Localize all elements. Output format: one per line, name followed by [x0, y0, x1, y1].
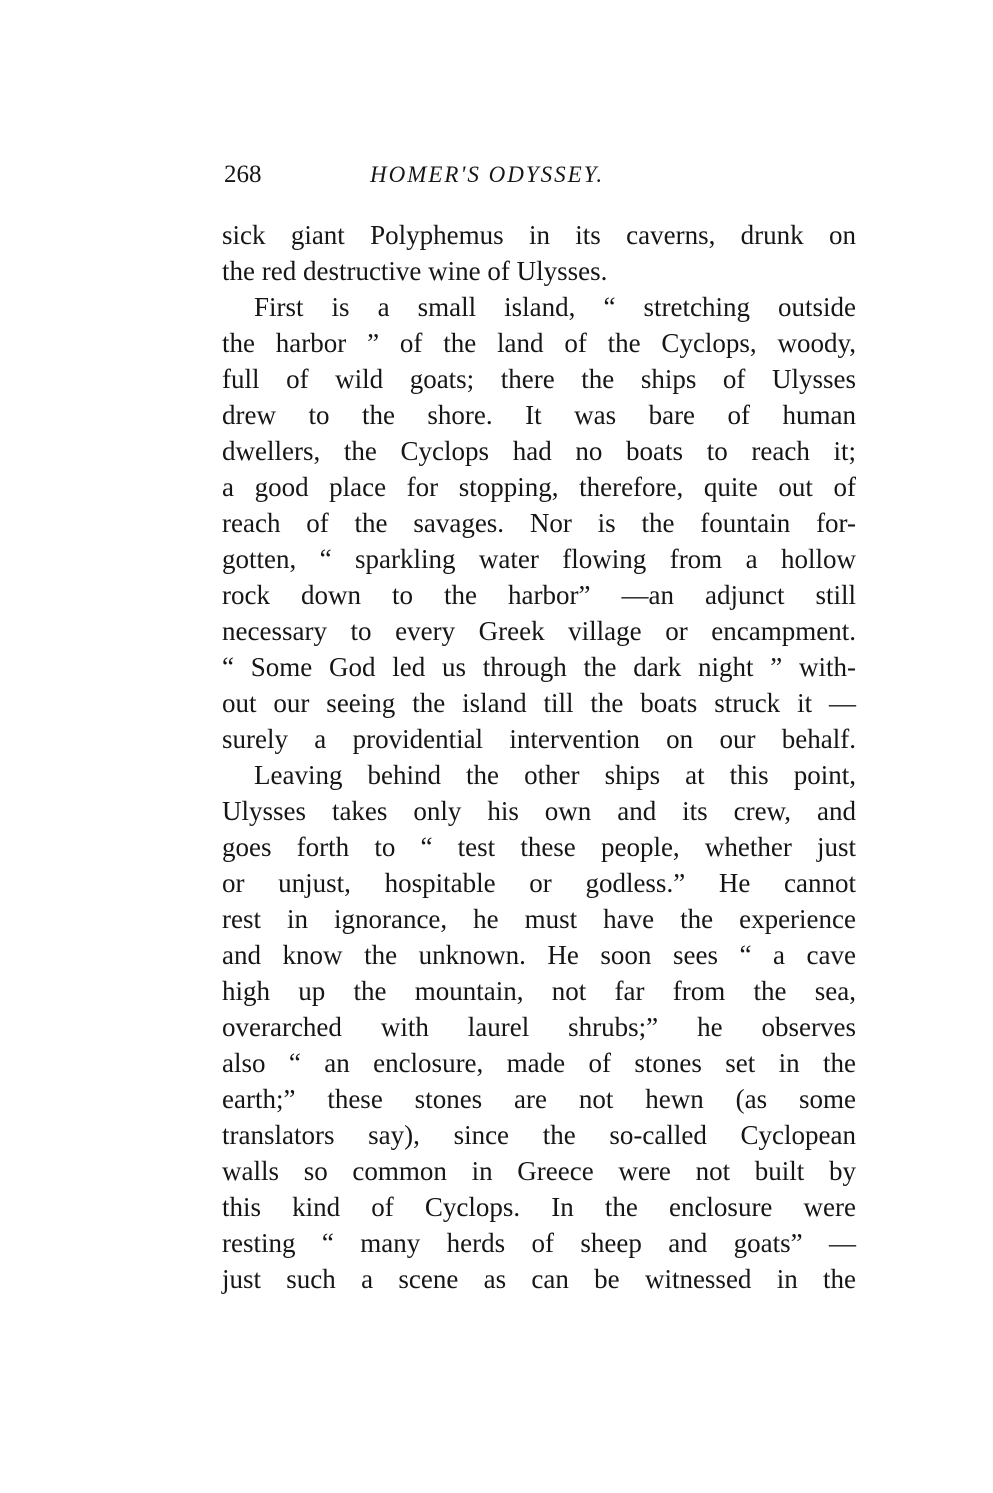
text-line: and know the unknown. He soon sees “ a cave — [222, 940, 856, 970]
text-line: goes forth to “ test these people, whether just — [222, 832, 856, 862]
text-line: or unjust, hospitable or godless.” He cannot — [222, 868, 856, 898]
text-line: the red destructive wine of Ulysses. — [222, 256, 608, 286]
text-line: also “ an enclosure, made of stones set in the — [222, 1048, 856, 1078]
text-line: walls so common in Greece were not built by — [222, 1156, 856, 1186]
text-line: drew to the shore. It was bare of human — [222, 400, 856, 430]
text-line: gotten, “ sparkling water flowing from a hollow — [222, 544, 856, 574]
text-line: a good place for stopping, therefore, quite out of — [222, 472, 856, 502]
text-line: Ulysses takes only his own and its crew, and — [222, 796, 856, 826]
body-text — [222, 217, 856, 1297]
text-line: earth;” these stones are not hewn (as some — [222, 1084, 856, 1114]
text-line: out our seeing the island till the boats struck it — — [222, 688, 856, 718]
text-line: First is a small island, “ stretching outside — [254, 292, 856, 322]
text-line: rest in ignorance, he must have the experience — [222, 904, 856, 934]
text-line: translators say), since the so-called Cyclopean — [222, 1120, 856, 1150]
running-head: HOMER'S ODYSSEY. — [370, 162, 605, 187]
text-line: reach of the savages. Nor is the fountain for- — [222, 508, 856, 538]
text-line: overarched with laurel shrubs;” he observes — [222, 1012, 856, 1042]
text-line: rock down to the harbor” —an adjunct still — [222, 580, 856, 610]
text-line: surely a providential intervention on our behalf. — [222, 724, 856, 754]
text-line: “ Some God led us through the dark night ” with- — [222, 652, 856, 682]
text-line: this kind of Cyclops. In the enclosure were — [222, 1192, 856, 1222]
text-line: full of wild goats; there the ships of Ulysses — [222, 364, 856, 394]
text-line: necessary to every Greek village or encampment. — [222, 616, 856, 646]
text-line: the harbor ” of the land of the Cyclops, woody, — [222, 328, 856, 358]
text-line: high up the mountain, not far from the sea, — [222, 976, 856, 1006]
text-line: sick giant Polyphemus in its caverns, drunk on — [222, 220, 856, 250]
text-line: Leaving behind the other ships at this point, — [254, 760, 856, 790]
page-header — [224, 160, 856, 200]
text-line: resting “ many herds of sheep and goats” — — [222, 1228, 856, 1258]
text-line: just such a scene as can be witnessed in the — [222, 1264, 856, 1294]
text-line: dwellers, the Cyclops had no boats to reach it; — [222, 436, 856, 466]
page-number: 268 — [224, 161, 262, 188]
